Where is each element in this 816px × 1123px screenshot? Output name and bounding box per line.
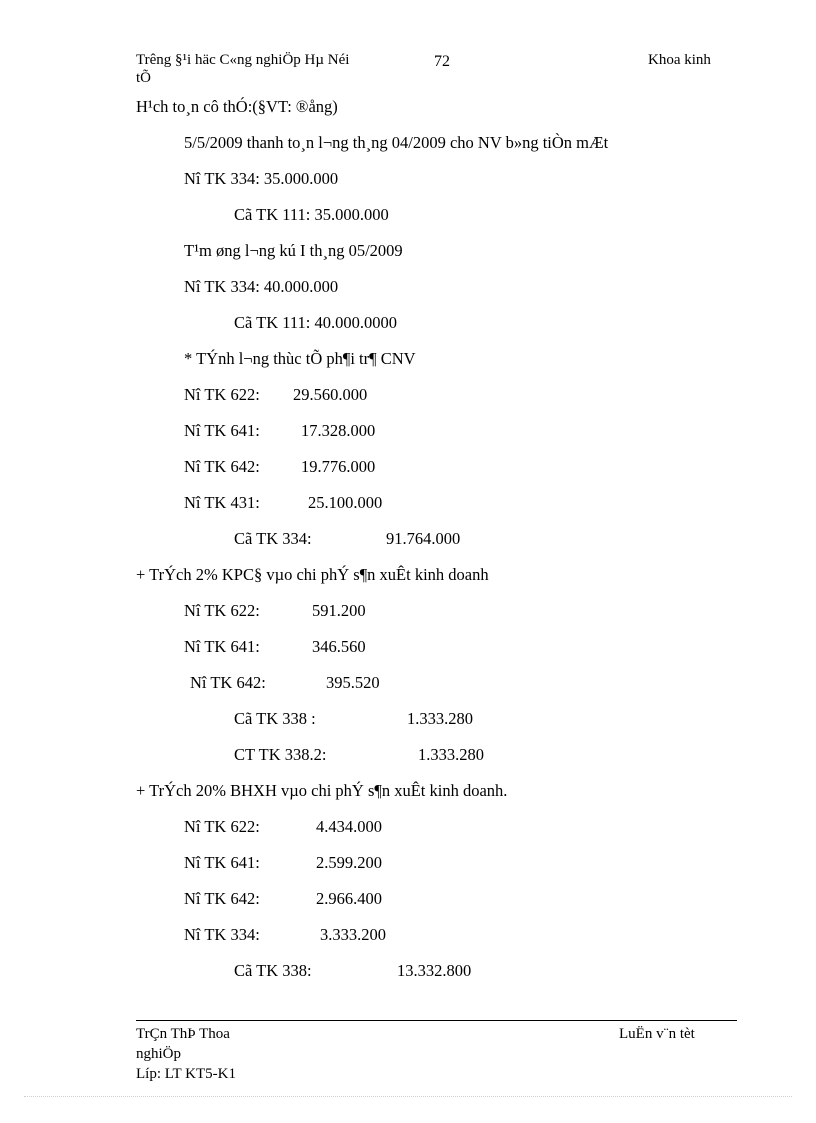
entry-line: Nî TK 641: bbox=[184, 421, 260, 440]
entry-line: Nî TK 334: 35.000.000 bbox=[184, 169, 339, 188]
entry-amount: 13.332.800 bbox=[397, 961, 472, 980]
entry-line: + TrÝch 2% KPC§ vµo chi phÝ s¶n xuÊt kinh doanh bbox=[136, 565, 489, 584]
entry-line: Cã TK 334: bbox=[234, 529, 312, 548]
footer-left-line2: nghiÖp bbox=[136, 1046, 181, 1062]
entry-line: CT TK 338.2: bbox=[234, 745, 327, 764]
entry-amount: 91.764.000 bbox=[386, 529, 461, 548]
entry-amount: 2.966.400 bbox=[316, 889, 382, 908]
entry-line: T¹m øng l¬ng kú I th¸ng 05/2009 bbox=[184, 241, 403, 260]
footer-left-line3: Líp: LT KT5-K1 bbox=[136, 1066, 236, 1082]
entry-amount: 395.520 bbox=[326, 673, 380, 692]
entry-line: Nî TK 622: bbox=[184, 385, 260, 404]
page-edge-divider bbox=[24, 1096, 792, 1097]
entry-amount: 591.200 bbox=[312, 601, 366, 620]
entry-line: Cã TK 338: bbox=[234, 961, 312, 980]
entry-line: Nî TK 641: bbox=[184, 637, 260, 656]
header-left-line2: tÕ bbox=[136, 70, 151, 86]
footer-right: LuËn v¨n tèt bbox=[619, 1026, 695, 1042]
entry-line: * TÝnh l¬ng thùc tÕ ph¶i tr¶ CNV bbox=[184, 349, 416, 368]
entry-amount: 2.599.200 bbox=[316, 853, 382, 872]
entry-line: 5/5/2009 thanh to¸n l¬ng th¸ng 04/2009 cho NV b»ng tiÒn mÆt bbox=[184, 133, 609, 152]
entry-line: Nî TK 642: bbox=[190, 673, 266, 692]
entry-amount: 25.100.000 bbox=[308, 493, 383, 512]
entry-line: Cã TK 111: 35.000.000 bbox=[234, 205, 389, 224]
entry-amount: 1.333.280 bbox=[418, 745, 484, 764]
entry-amount: 3.333.200 bbox=[320, 925, 386, 944]
entry-amount: 17.328.000 bbox=[301, 421, 376, 440]
entry-line: Nî TK 334: 40.000.000 bbox=[184, 277, 339, 296]
entry-line: Nî TK 431: bbox=[184, 493, 260, 512]
entry-line: + TrÝch 20% BHXH vµo chi phÝ s¶n xuÊt kinh doanh. bbox=[136, 781, 508, 800]
section-heading: H¹ch to¸n cô thÓ:(§VT: ®ång) bbox=[136, 97, 338, 116]
entry-line: Nî TK 622: bbox=[184, 601, 260, 620]
entry-line: Nî TK 641: bbox=[184, 853, 260, 872]
footer-left-line1: TrÇn ThÞ Thoa bbox=[136, 1026, 230, 1042]
entry-line: Cã TK 338 : bbox=[234, 709, 316, 728]
header-right: Khoa kinh bbox=[648, 52, 711, 68]
entry-line: Nî TK 642: bbox=[184, 889, 260, 908]
entry-line: Nî TK 642: bbox=[184, 457, 260, 476]
header-left-line1: Trêng §¹i häc C«ng nghiÖp Hµ Néi bbox=[136, 52, 350, 68]
entry-line: Cã TK 111: 40.000.0000 bbox=[234, 313, 398, 332]
entry-amount: 29.560.000 bbox=[293, 385, 368, 404]
entry-amount: 19.776.000 bbox=[301, 457, 376, 476]
entry-line: Nî TK 334: bbox=[184, 925, 260, 944]
entry-amount: 1.333.280 bbox=[407, 709, 473, 728]
page-number: 72 bbox=[434, 53, 450, 70]
footer-divider bbox=[136, 1020, 737, 1021]
entry-amount: 346.560 bbox=[312, 637, 366, 656]
entry-line: Nî TK 622: bbox=[184, 817, 260, 836]
entry-amount: 4.434.000 bbox=[316, 817, 382, 836]
